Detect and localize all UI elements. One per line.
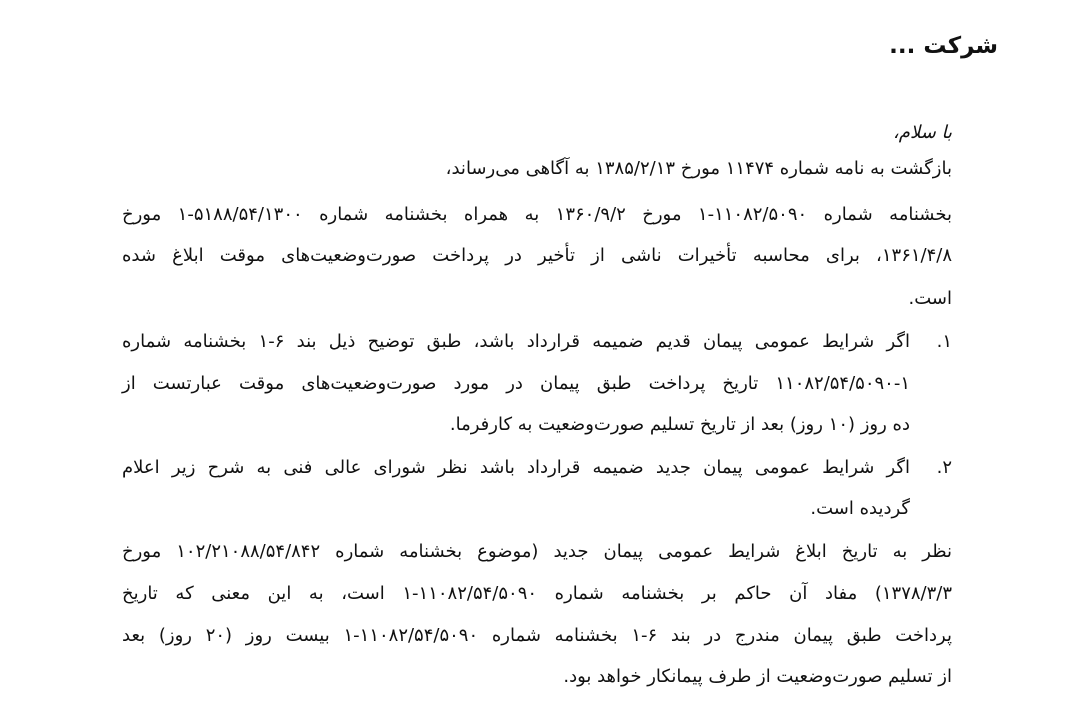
letter-heading: شرکت ...	[889, 33, 998, 59]
paragraph1-line-2: بخشنامه شماره ۱۱۰۸۲/۵۰۹۰-۱ مورخ ۱۳۶۰/۹/۲ به همراه بخشنامه شماره ۵۱۸۸/۵۴/۱۳۰۰-۱ مورخ	[122, 204, 952, 225]
paragraph1-line-1: بازگشت به نامه شماره ۱۱۴۷۴ مورخ ۱۳۸۵/۲/۱۳ به آگاهی می‌رساند،	[445, 158, 952, 179]
item-1-number: ۱.	[936, 331, 952, 352]
paragraph2-line-2: ۱۳۷۸/۳/۳) مفاد آن حاکم بر بخشنامه شماره ۱۱۰۸۲/۵۴/۵۰۹۰-۱ است، به این معنی که تاریخ	[122, 583, 952, 604]
item-2-line-1: اگر شرایط عمومی پیمان جدید ضمیمه قرارداد باشد نظر شورای عالی فنی به شرح زیر اعلام	[122, 457, 910, 478]
paragraph2-line-1: نظر به تاریخ ابلاغ شرایط عمومی پیمان جدید (موضوع بخشنامه شماره ۱۰۲/۲۱۰۸۸/۵۴/۸۴۲ مورخ	[122, 541, 952, 562]
paragraph1-line-3: ۱۳۶۱/۴/۸، برای محاسبه تأخیرات ناشی از تأخیر در پرداخت صورت‌وضعیت‌های موقت ابلاغ شده	[122, 245, 952, 266]
item-2-number: ۲.	[936, 457, 952, 478]
item-2-line-2: گردیده است.	[810, 498, 910, 519]
item-1-line-2: ۱۱۰۸۲/۵۴/۵۰۹۰-۱ تاریخ پرداخت طبق پیمان در مورد صورت‌وضعیت‌های موقت عبارتست از	[122, 373, 910, 394]
paragraph2-line-4: از تسلیم صورت‌وضعیت از طرف پیمانکار خواهد بود.	[563, 666, 952, 687]
item-1-line-1: اگر شرایط عمومی پیمان قدیم ضمیمه قرارداد باشد، طبق توضیح ذیل بند ۶-۱ بخشنامه شماره	[122, 331, 910, 352]
item-1-line-3: ده روز (۱۰ روز) بعد از تاریخ تسلیم صورت‌وضعیت به کارفرما.	[449, 414, 910, 435]
paragraph1-line-4: است.	[908, 288, 952, 309]
greeting: با سلام،	[893, 122, 952, 143]
paragraph2-line-3: پرداخت طبق پیمان مندرج در بند ۶-۱ بخشنامه شماره ۱۱۰۸۲/۵۴/۵۰۹۰-۱ بیست روز (۲۰ روز) بعد	[122, 625, 953, 646]
